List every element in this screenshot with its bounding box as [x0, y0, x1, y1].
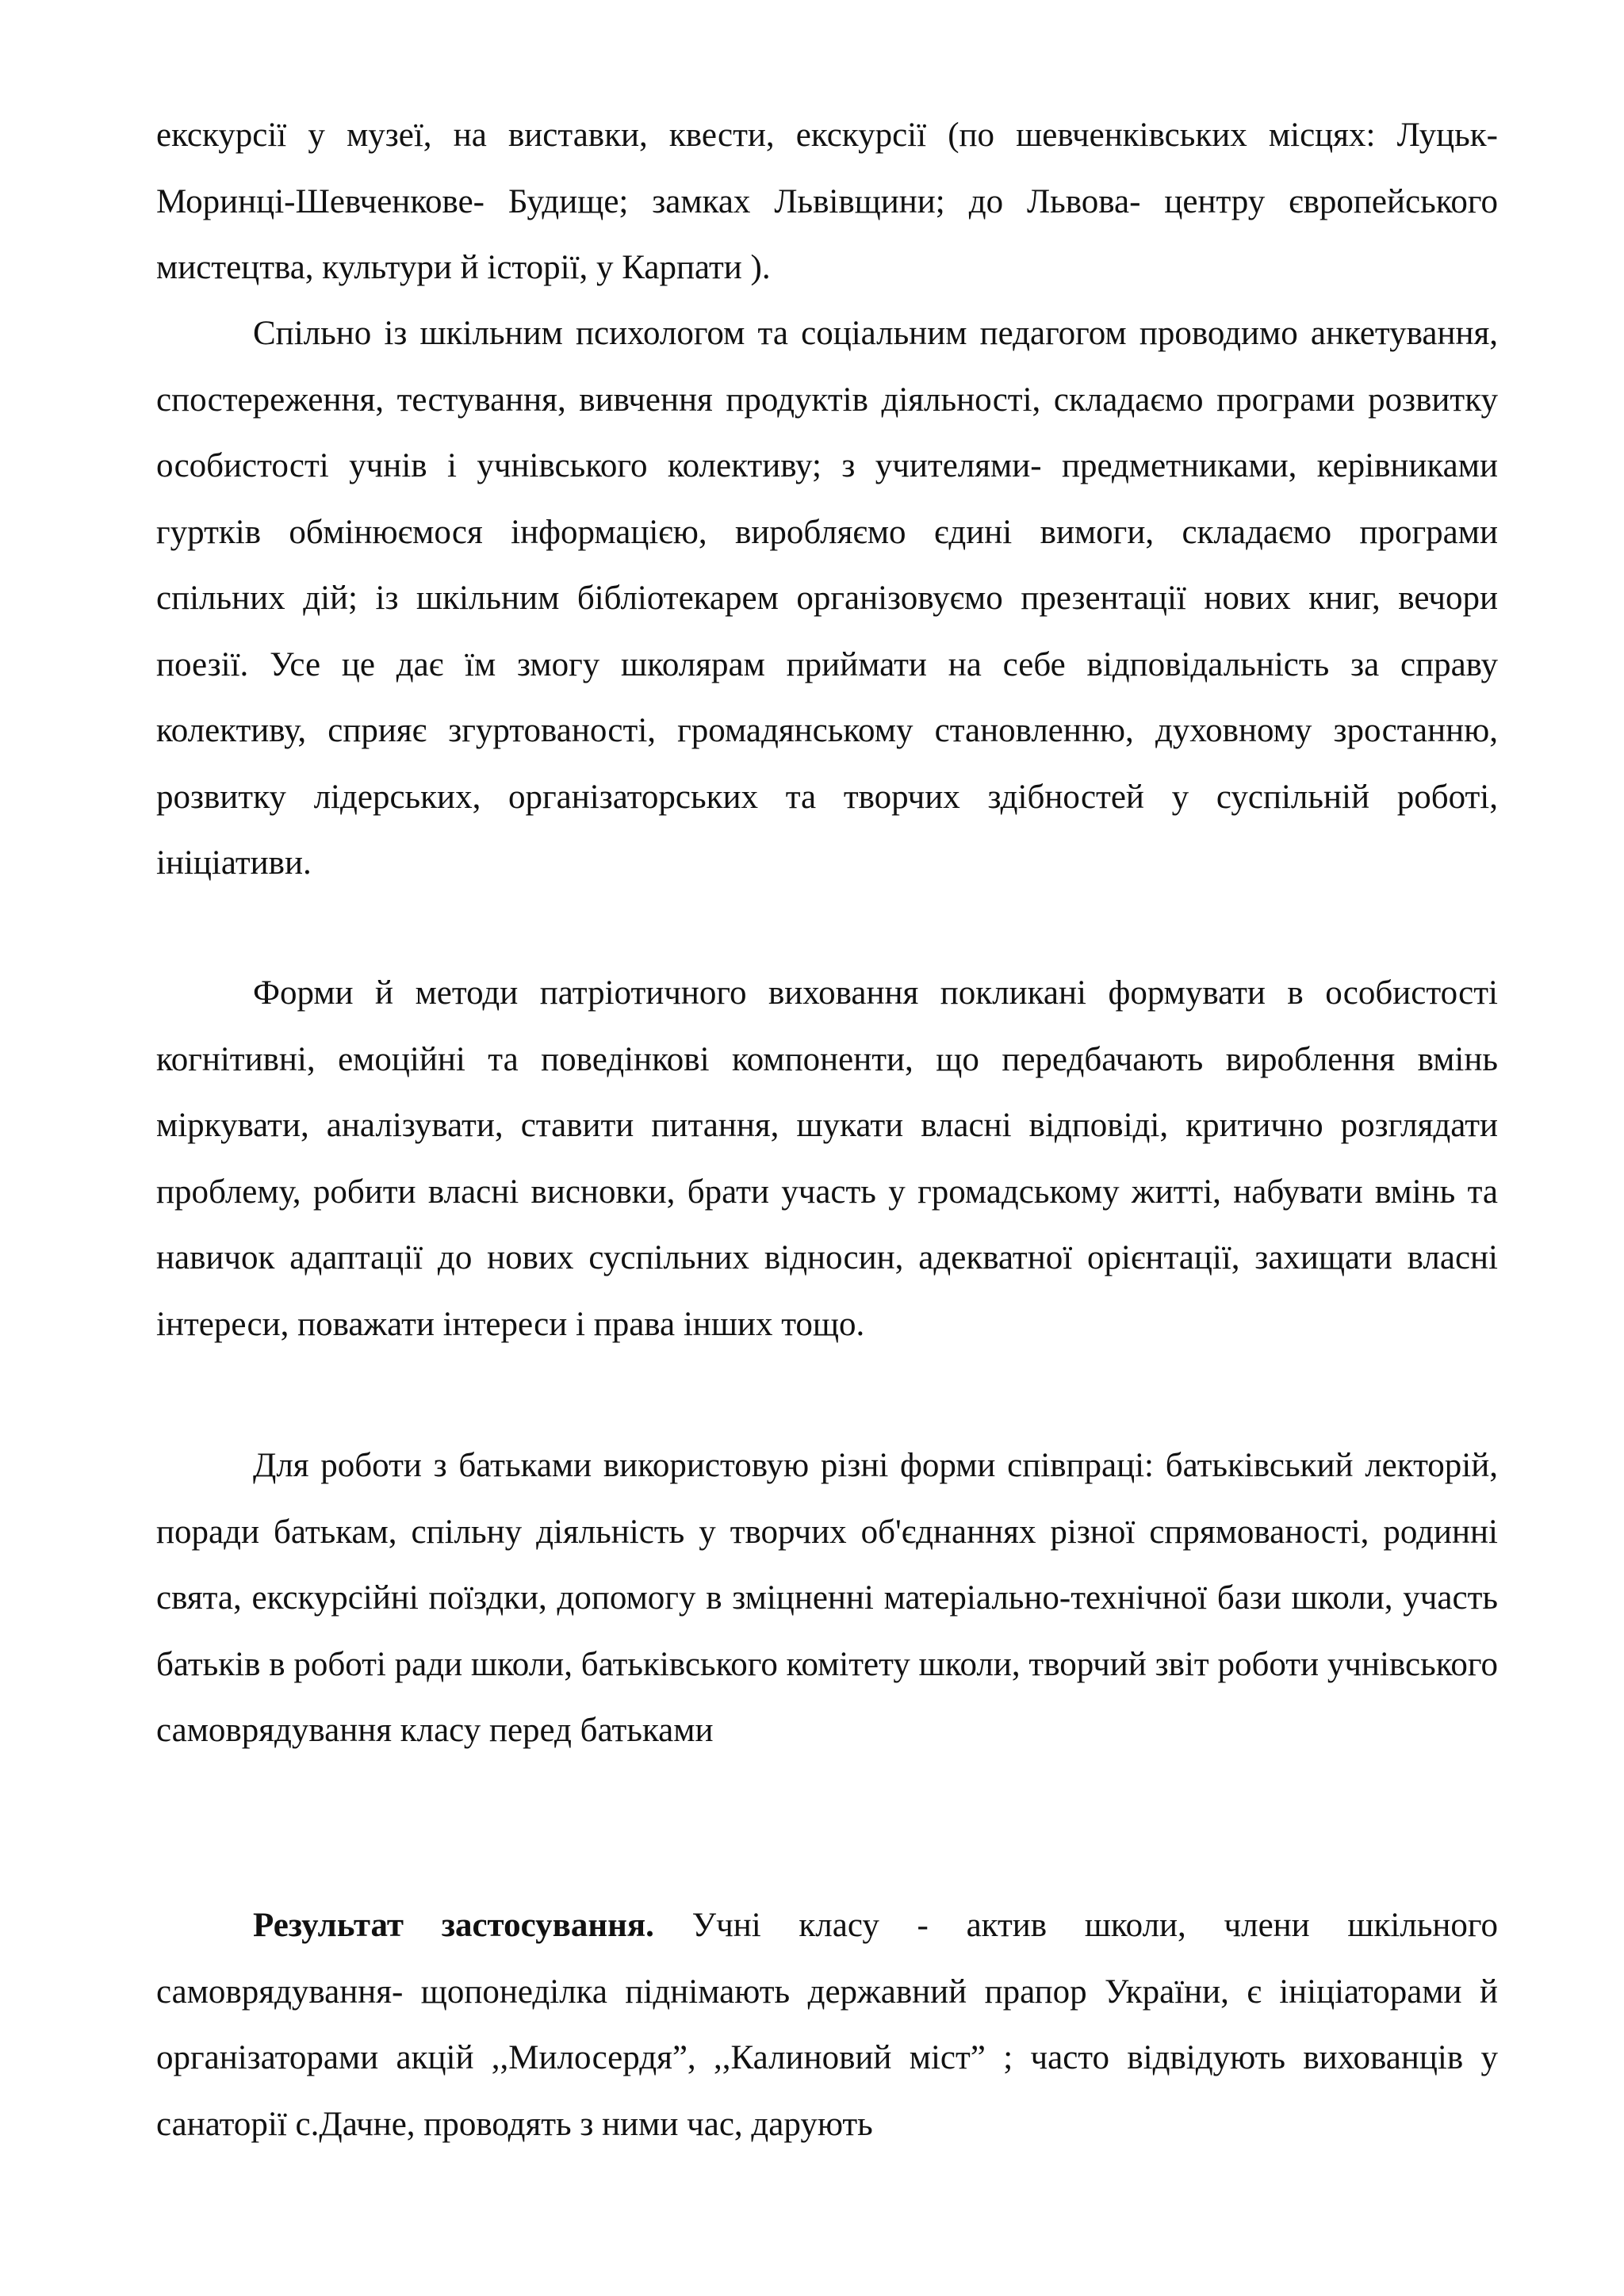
paragraph-parents-work	[156, 1433, 1498, 1764]
paragraph-text: Спільно із шкільним психологом та соціальним педагогом проводимо анкетування, спостереження, тестування, вивчення продуктів діяльності, складаємо програми розвитку особистості учнів і учнівського колективу; з учителями- предметниками, керівниками гуртків обмінюємося інформацією, виробляємо єдині вимоги, складаємо програми спільних дій; із шкільним бібліотекарем організовуємо презентації нових книг, вечори поезії. Усе це дає їм змогу школярам приймати на себе відповідальність за справу колективу, сприяє згуртованості, громадянському становленню, духовному зростанню, розвитку лідерських, організаторських та творчих здібностей у суспільній роботі, ініціативи.	[156, 315, 1498, 882]
paragraph-text	[156, 1892, 1498, 2157]
paragraph-patriotic-education	[156, 960, 1498, 1357]
results-body: Учні класу - актив школи, члени шкільного самоврядування- щопонеділка піднімають державний прапор України, є ініціаторами й організаторами акцій ,,Милосердя”, ,,Калиновий міст” ; часто відвідують вихованців у санаторії с.Дачне, проводять з ними час, дарують	[156, 1907, 1499, 2143]
paragraph-results	[156, 1892, 1498, 2157]
results-heading: Результат застосування.	[253, 1907, 654, 1944]
paragraph-text: екскурсії у музеї, на виставки, квести, екскурсії (по шевченківських місцях: Луцьк-Моринці-Шевченкове- Будище; замках Львівщини; до Львова- центру європейського мистецтва, культури й історії, у Карпати ).	[156, 117, 1498, 286]
paragraph-text: Форми й методи патріотичного виховання покликані формувати в особистості когнітивні, емоційні та поведінкові компоненти, що передбачають вироблення вмінь міркувати, аналізувати, ставити питання, шукати власні відповіді, критично розглядати проблему, робити власні висновки, брати участь у громадському житті, набувати вмінь та навичок адаптації до нових суспільних відносин, адекватної орієнтації, захищати власні інтереси, поважати інтереси і права інших тощо.	[156, 974, 1498, 1343]
paragraph-text: Для роботи з батьками використовую різні форми співпраці: батьківський лекторій, поради батькам, спільну діяльність у творчих об'єднаннях різної спрямованості, родинні свята, екскурсійні поїздки, допомогу в зміцненні матеріально-технічної бази школи, участь батьків в роботі ради школи, батьківського комітету школи, творчий звіт роботи учнівського самоврядування класу перед батьками	[156, 1447, 1498, 1749]
paragraph-cooperation	[156, 300, 1498, 897]
paragraph-excursions	[156, 102, 1498, 301]
